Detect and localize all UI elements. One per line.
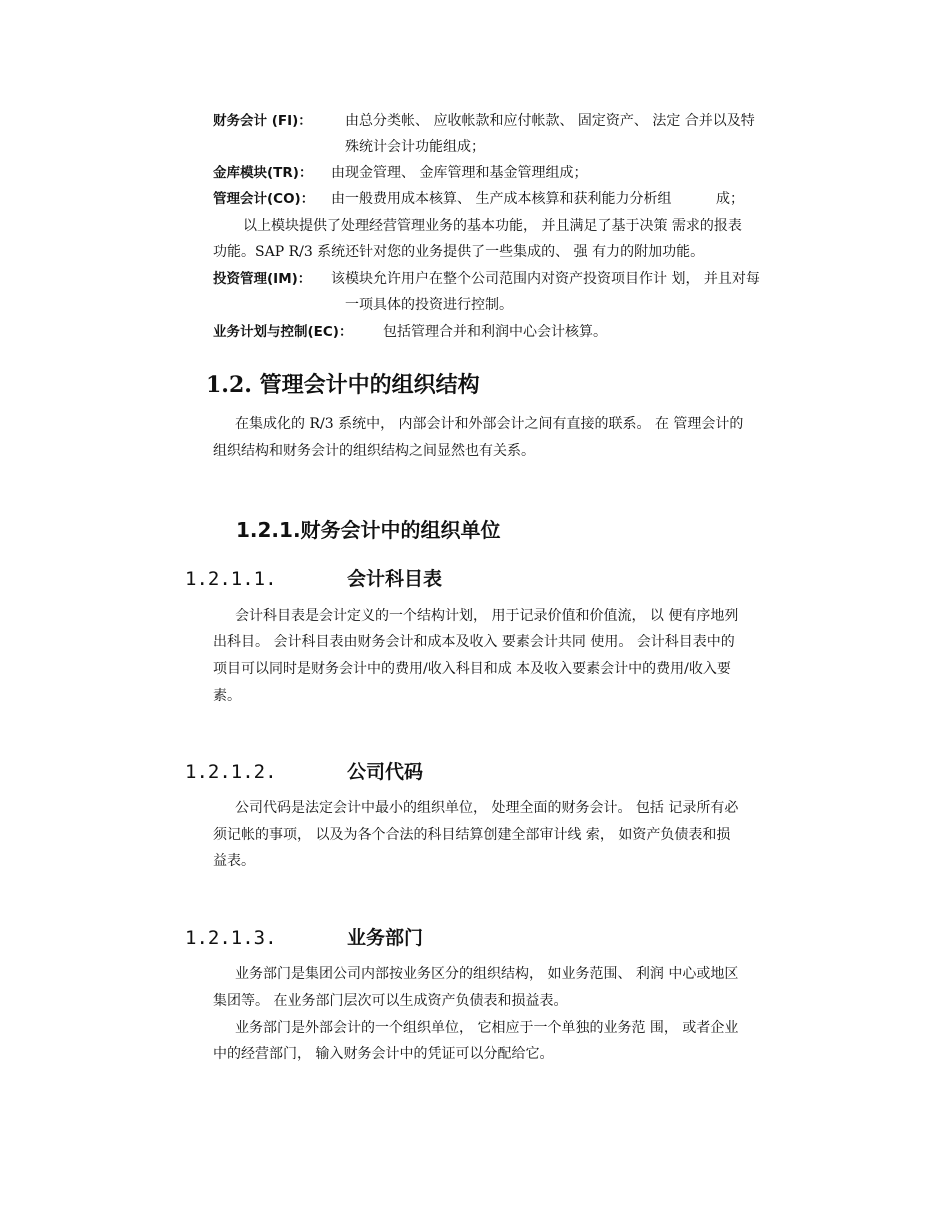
section-1-2-1-heading: 1.2.1.财务会计中的组织单位 xyxy=(236,518,501,542)
module-im-desc-line2: 一项具体的投资进行控制。 xyxy=(345,297,513,313)
section-1-2-para-line1: 在集成化的 R/3 系统中， 内部会计和外部会计之间有直接的联系。 在 管理会计的 xyxy=(235,416,744,432)
section-1-2-1-2-line3: 益表。 xyxy=(213,853,255,869)
module-co-desc-tail: 成； xyxy=(716,191,744,207)
modules-summary-line1: 以上模块提供了处理经营管理业务的基本功能， 并且满足了基于决策 需求的报表 xyxy=(243,218,742,234)
section-1-2-1-1-line4: 素。 xyxy=(213,688,241,704)
section-1-2-1-3-p2-line2: 中的经营部门， 输入财务会计中的凭证可以分配给它。 xyxy=(213,1046,554,1062)
module-co-desc: 由一般费用成本核算、 生产成本核算和获利能力分析组 xyxy=(331,191,672,207)
section-1-2-heading: 1.2. 管理会计中的组织结构 xyxy=(206,372,480,398)
module-fi-term: 财务会计 (FI)： xyxy=(213,113,312,129)
section-1-2-1-1-line2: 出科目。 会计科目表由财务会计和成本及收入 要素会计共同 使用。 会计科目表中的 xyxy=(213,634,735,650)
module-im-desc-line1: 该模块允许用户在整个公司范围内对资产投资项目作计 划， 并且对每 xyxy=(331,271,760,287)
modules-summary-line2: 功能。SAP R/3 系统还针对您的业务提供了一些集成的、 强 有力的附加功能。 xyxy=(213,244,705,260)
section-1-2-1-2-title: 公司代码 xyxy=(347,761,424,783)
section-1-2-1-1-number: 1.2.1.1. xyxy=(185,568,277,590)
section-1-2-1-3-p1-line2: 集团等。 在业务部门层次可以生成资产负债表和损益表。 xyxy=(213,993,568,1009)
module-ec-term: 业务计划与控制(EC)： xyxy=(213,324,353,340)
section-1-2-1-2-line1: 公司代码是法定会计中最小的组织单位， 处理全面的财务会计。 包括 记录所有必 xyxy=(235,800,739,816)
section-1-2-para-line2: 组织结构和财务会计的组织结构之间显然也有关系。 xyxy=(213,443,535,459)
module-ec-desc: 包括管理合并和利润中心会计核算。 xyxy=(383,324,607,340)
section-1-2-1-3-title: 业务部门 xyxy=(347,927,424,949)
module-im-term: 投资管理(IM)： xyxy=(213,271,312,287)
module-fi-desc-line1: 由总分类帐、 应收帐款和应付帐款、 固定资产、 法定 合并以及特 xyxy=(345,113,755,129)
section-1-2-1-3-p1-line1: 业务部门是集团公司内部按业务区分的组织结构， 如业务范围、 利润 中心或地区 xyxy=(235,966,739,982)
module-fi-desc-line2: 殊统计会计功能组成； xyxy=(345,139,485,155)
module-tr-term: 金库模块(TR)： xyxy=(213,165,313,181)
section-1-2-1-1-title: 会计科目表 xyxy=(347,568,443,590)
module-co-term: 管理会计(CO)： xyxy=(213,191,315,207)
section-1-2-1-1-line3: 项目可以同时是财务会计中的费用/收入科目和成 本及收入要素会计中的费用/收入要 xyxy=(213,661,731,677)
module-tr-desc: 由现金管理、 金库管理和基金管理组成； xyxy=(331,165,588,181)
section-1-2-1-1-line1: 会计科目表是会计定义的一个结构计划， 用于记录价值和价值流， 以 便有序地列 xyxy=(235,608,739,624)
section-1-2-1-2-number: 1.2.1.2. xyxy=(185,761,277,783)
section-1-2-1-3-number: 1.2.1.3. xyxy=(185,927,277,949)
section-1-2-1-3-p2-line1: 业务部门是外部会计的一个组织单位， 它相应于一个单独的业务范 围， 或者企业 xyxy=(235,1020,739,1036)
section-1-2-1-2-line2: 须记帐的事项， 以及为各个合法的科目结算创建全部审计线 索， 如资产负债表和损 xyxy=(213,827,731,843)
